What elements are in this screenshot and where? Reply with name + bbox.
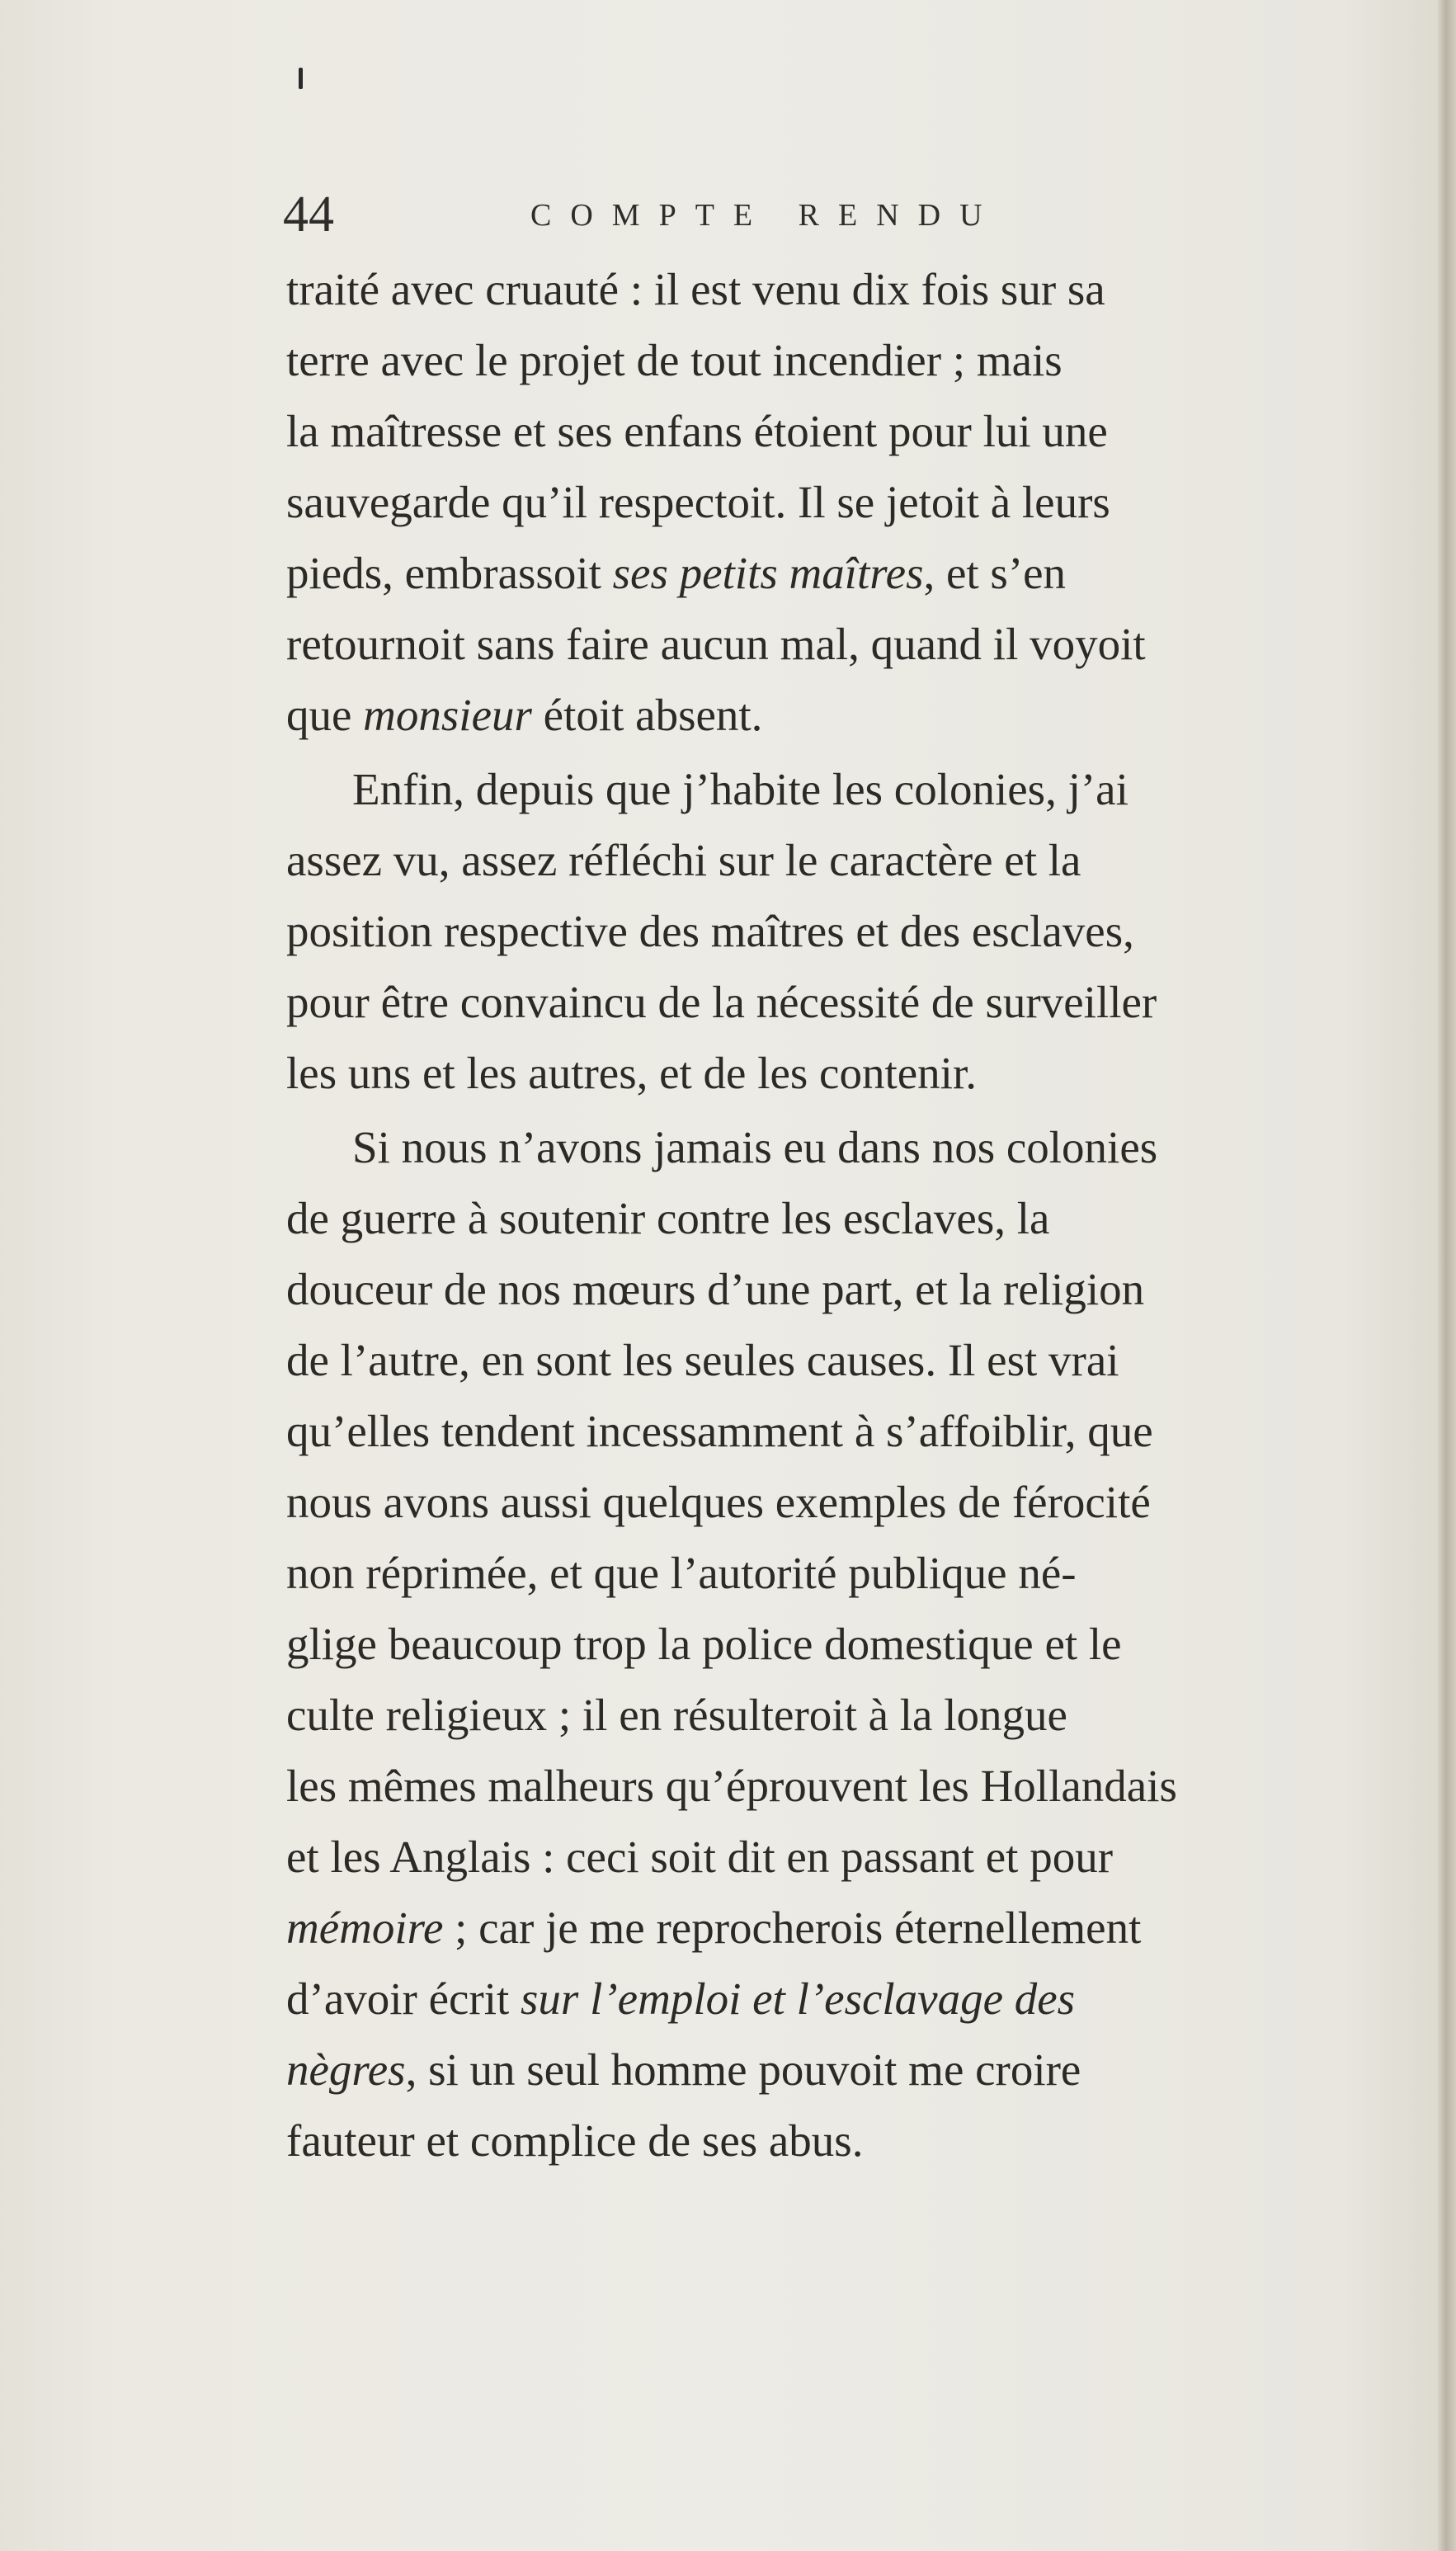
italic-text-run: mémoire xyxy=(286,1903,444,1953)
text-line xyxy=(286,1680,1425,1751)
italic-text-run: monsieur xyxy=(363,690,532,740)
text-run: qu’elles tendent incessamment à s’affoiblir, que xyxy=(286,1406,1153,1456)
text-run: glige beaucoup trop la police domestique et le xyxy=(286,1619,1122,1669)
text-run: Enfin, depuis que j’habite les colonies, j’ai xyxy=(352,764,1129,814)
text-run: assez vu, assez réfléchi sur le caractère et la xyxy=(286,835,1081,885)
text-run: de guerre à soutenir contre les esclaves, la xyxy=(286,1193,1050,1243)
paragraph-first-line xyxy=(286,754,1425,825)
text-run: , et s’en xyxy=(923,548,1067,598)
italic-text-run: ses petits maîtres xyxy=(612,548,924,598)
text-line xyxy=(286,1751,1425,1822)
text-line xyxy=(286,1609,1425,1680)
text-line xyxy=(286,1538,1425,1609)
paragraph-first-line xyxy=(286,1112,1425,1183)
text-line xyxy=(286,2105,1425,2176)
italic-text-run: sur l’emploi et l’esclavage des xyxy=(521,1973,1076,2024)
text-line xyxy=(286,396,1425,467)
page-header xyxy=(283,182,1438,248)
text-run: retournoit sans faire aucun mal, quand il voyoit xyxy=(286,619,1146,669)
text-run: Si nous n’avons jamais eu dans nos colonies xyxy=(352,1122,1158,1172)
text-line xyxy=(286,538,1425,609)
text-line xyxy=(286,680,1425,751)
text-line xyxy=(286,609,1425,680)
text-line xyxy=(286,325,1425,396)
page-edge-shadow xyxy=(1438,0,1456,2551)
text-line xyxy=(286,1467,1425,1538)
text-run: fauteur et complice de ses abus. xyxy=(286,2115,864,2166)
text-line xyxy=(286,825,1425,896)
text-run: pieds, embrassoit xyxy=(286,548,613,598)
text-run: les mêmes malheurs qu’éprouvent les Hollandais xyxy=(286,1761,1177,1811)
text-run: position respective des maîtres et des esclaves, xyxy=(286,906,1134,956)
text-run: terre avec le projet de tout incendier ; mais xyxy=(286,335,1063,385)
text-line xyxy=(286,896,1425,967)
running-head: COMPTE RENDU xyxy=(530,198,1001,233)
text-line xyxy=(286,1822,1425,1893)
text-line xyxy=(286,1183,1425,1254)
text-line xyxy=(286,1893,1425,1964)
text-run: étoit absent. xyxy=(531,690,763,740)
text-run: les uns et les autres, et de les contenir. xyxy=(286,1048,977,1098)
text-run: nous avons aussi quelques exemples de férocité xyxy=(286,1477,1151,1527)
ink-mark xyxy=(299,68,303,89)
text-run: et les Anglais : ceci soit dit en passant et pour xyxy=(286,1832,1114,1882)
text-line xyxy=(286,254,1425,325)
text-line xyxy=(286,1038,1425,1109)
text-line xyxy=(286,467,1425,538)
text-line xyxy=(286,1325,1425,1396)
text-line xyxy=(286,1396,1425,1467)
text-run: d’avoir écrit xyxy=(286,1973,521,2024)
text-line xyxy=(286,1254,1425,1325)
text-run: la maîtresse et ses enfans étoient pour lui une xyxy=(286,406,1108,456)
text-run: douceur de nos mœurs d’une part, et la religion xyxy=(286,1264,1145,1314)
text-run: ; car je me reprocherois éternellement xyxy=(443,1903,1142,1953)
page-number: 44 xyxy=(283,186,334,243)
text-line xyxy=(286,1964,1425,2035)
text-run: sauvegarde qu’il respectoit. Il se jetoit à leurs xyxy=(286,477,1110,527)
text-run: culte religieux ; il en résulteroit à la longue xyxy=(286,1690,1067,1740)
text-run: non réprimée, et que l’autorité publique né- xyxy=(286,1548,1077,1598)
text-run: traité avec cruauté : il est venu dix fois sur sa xyxy=(286,264,1105,314)
text-line xyxy=(286,2035,1425,2105)
text-run: , si un seul homme pouvoit me croire xyxy=(405,2044,1081,2095)
text-run: que xyxy=(286,690,364,740)
body-text xyxy=(286,254,1425,2176)
italic-text-run: nègres xyxy=(286,2044,406,2095)
text-line xyxy=(286,967,1425,1038)
text-run: pour être convaincu de la nécessité de surveiller xyxy=(286,977,1157,1027)
text-run: de l’autre, en sont les seules causes. Il est vrai xyxy=(286,1335,1119,1385)
